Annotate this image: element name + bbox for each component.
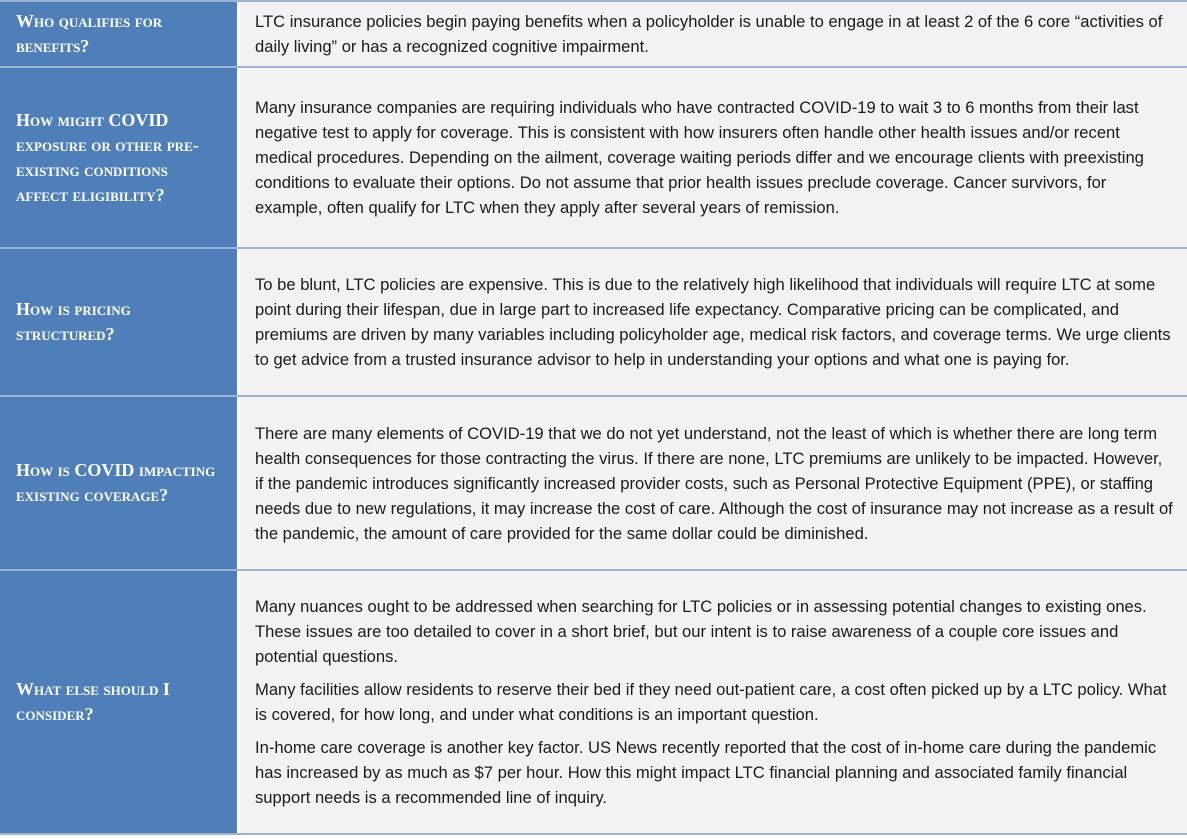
- question-cell: [0, 68, 240, 247]
- question-text: What else should I consider?: [16, 679, 170, 724]
- question-text: How might COVID exposure or other pre-existing conditions affect eligibility?: [16, 109, 199, 205]
- faq-row-existing-coverage: [0, 397, 1187, 571]
- answer-paragraph: To be blunt, LTC policies are expensive. This is due to the relatively high likelihood that individuals will require LTC at some point during their lifespan, due in large part to increased life expectancy. Comparative pricing can be complicated, and premiums are driven by many variables including policyholder age, medical risk factors, and coverage terms. We urge clients to get advice from a trusted insurance advisor to help in understanding your options and what one is paying for.: [255, 275, 1171, 369]
- faq-row-qualifies: [0, 0, 1187, 68]
- answer-paragraph: In-home care coverage is another key factor. US News recently reported that the cost of in-home care during the pandemic has increased by as much as $7 per hour. How this might impact LTC financial planning and associated family financial support needs is a recommended line of inquiry.: [255, 738, 1157, 807]
- answer-cell: [240, 2, 1187, 66]
- answer-cell: [240, 68, 1187, 247]
- answer-cell: [240, 249, 1187, 395]
- question-text: How is pricing structured?: [16, 299, 131, 344]
- question-text: Who qualifies for benefits?: [16, 11, 163, 56]
- faq-row-consider: [0, 571, 1187, 835]
- answer-paragraph: Many insurance companies are requiring individuals who have contracted COVID-19 to wait 3 to 6 months from their last negative test to apply for coverage. This is consistent with how insurers often handle other health issues and/or recent medical procedures. Depending on the ailment, coverage waiting periods differ and we encourage clients with preexisting conditions to evaluate their options. Do not assume that prior health issues preclude coverage. Cancer survivors, for example, often qualify for LTC when they apply after several years of remission.: [255, 98, 1144, 217]
- faq-row-pricing: [0, 249, 1187, 397]
- answer-paragraph: LTC insurance policies begin paying benefits when a policyholder is unable to engage in at least 2 of the 6 core “activities of daily living” or has a recognized cognitive impairment.: [255, 12, 1163, 56]
- answer-cell: [240, 397, 1187, 569]
- question-cell: [0, 397, 240, 569]
- question-cell: [0, 571, 240, 833]
- answer-paragraph: Many nuances ought to be addressed when searching for LTC policies or in assessing potential changes to existing ones. These issues are too detailed to cover in a short brief, but our intent is to raise awareness of a couple core issues and potential questions.: [255, 597, 1147, 666]
- answer-paragraph: Many facilities allow residents to reserve their bed if they need out-patient care, a cost often picked up by a LTC policy. What is covered, for how long, and under what conditions is an important question.: [255, 680, 1167, 724]
- faq-row-eligibility: [0, 68, 1187, 249]
- question-cell: [0, 249, 240, 395]
- question-text: How is COVID impacting existing coverage?: [16, 460, 216, 505]
- answer-paragraph: There are many elements of COVID-19 that we do not yet understand, not the least of which is whether there are long term health consequences for those contracting the virus. If there are none, LTC premiums are unlikely to be impacted. However, if the pandemic introduces significantly increased provider costs, such as Personal Protective Equipment (PPE), or staffing needs due to new regulations, it may increase the cost of care. Although the cost of insurance may not increase as a result of the pandemic, the amount of care provided for the same dollar could be diminished.: [255, 423, 1173, 543]
- question-cell: [0, 2, 240, 66]
- answer-cell: [240, 571, 1187, 833]
